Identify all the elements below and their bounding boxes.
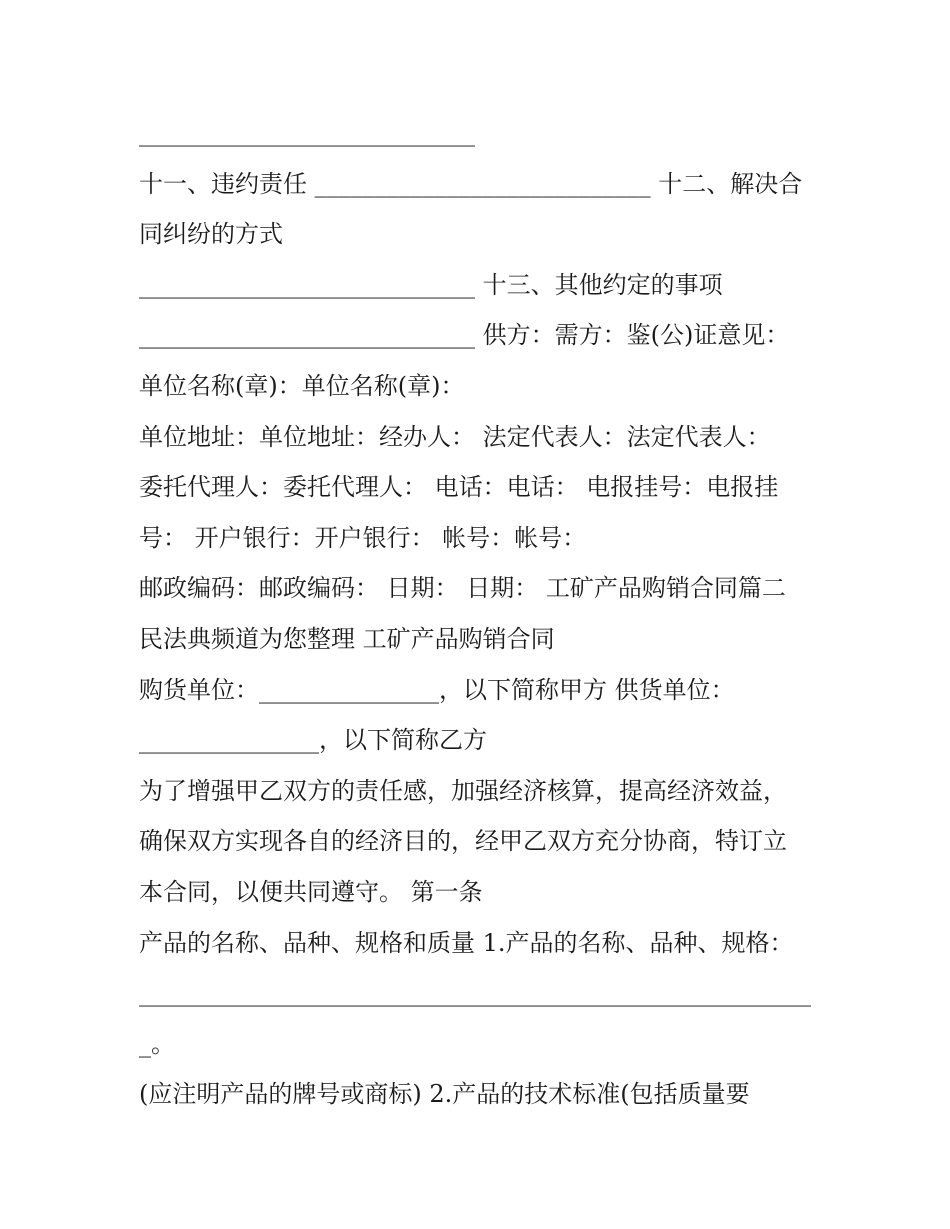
text-line: 号： 开户银行：开户银行： 帐号：帐号： bbox=[139, 523, 587, 552]
text-line: 同纠纷的方式 bbox=[139, 220, 283, 249]
text-line: 单位名称(章)：单位名称(章)： bbox=[139, 371, 465, 400]
text-line: 确保双方实现各自的经济目的，经甲乙双方充分协商，特订立 bbox=[139, 827, 787, 856]
text-line: 十一、违约责任 ____________________________ 十二、解决合 bbox=[139, 169, 803, 198]
text-line: ____________________________ 供方：需方：鉴(公)证意见： bbox=[139, 321, 790, 350]
text-line: _。 bbox=[139, 1029, 175, 1058]
text-line: 单位地址：单位地址：经办人： 法定代表人：法定代表人： bbox=[139, 422, 771, 451]
text-line: 产品的名称、品种、规格和质量 1.产品的名称、品种、规格： bbox=[139, 928, 794, 957]
text-line: 民法典频道为您整理 工矿产品购销合同 bbox=[139, 624, 555, 653]
text-line: _______________，以下简称乙方 bbox=[139, 726, 487, 755]
text-line: (应注明产品的牌号或商标) 2.产品的技术标准(包括质量要 bbox=[139, 1080, 750, 1109]
text-line: ____________________________ bbox=[139, 119, 475, 147]
text-line: 本合同，以便共同遵守。 第一条 bbox=[139, 877, 483, 906]
text-line: 邮政编码：邮政编码： 日期： 日期： 工矿产品购销合同篇二 bbox=[139, 574, 786, 603]
text-line: 购货单位：_______________，以下简称甲方 供货单位： bbox=[139, 675, 735, 704]
text-line: ____________________________ 十三、其他约定的事项 bbox=[139, 270, 723, 299]
document-body bbox=[139, 108, 819, 1120]
text-line: 委托代理人：委托代理人： 电话：电话： 电报挂号：电报挂 bbox=[139, 473, 779, 502]
text-line: ________________________________________________________ bbox=[139, 979, 811, 1008]
text-line: 为了增强甲乙双方的责任感，加强经济核算，提高经济效益， bbox=[139, 776, 787, 805]
